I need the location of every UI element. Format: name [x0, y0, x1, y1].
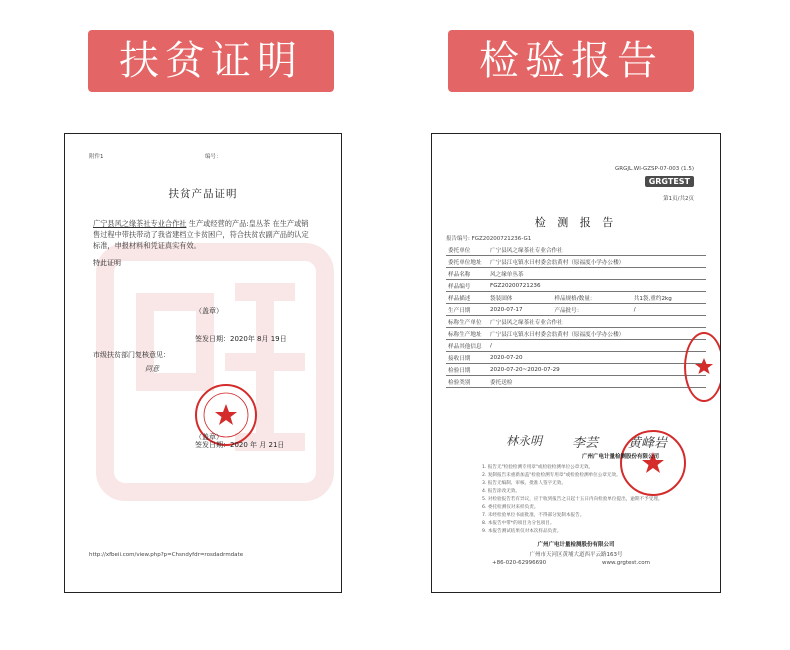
report-info-table	[446, 244, 706, 388]
report-row-key: 检验类别	[446, 376, 488, 388]
report-note-item: 6. 委托检测仅对来样负责。	[482, 505, 539, 510]
report-note-item: 5. 对检验报告若有异议，应于收到报告之日起十五日内向检验单位提出，逾期不予受理。	[482, 497, 663, 502]
report-row-key: 标称生产单位	[446, 316, 488, 328]
footer-address: 广州市天河区黄埔大道西平云路163号	[529, 552, 623, 558]
report-row-value: 广宁县江屯镇水曰村委会翁黄村（原福度小学办公楼）	[488, 256, 706, 268]
report-row-key: 标称生产地址	[446, 328, 488, 340]
company-name: 广州广电计量检测股份有限公司	[582, 454, 660, 460]
report-row-key: 检验日期	[446, 364, 488, 376]
footer-website: www.grgtest.com	[602, 560, 650, 566]
report-number: 报告编号: FGZ20200721236-G1	[446, 236, 532, 242]
report-row	[446, 340, 706, 352]
report-note-item: 8. 本报告中带*的项目为分包项目。	[482, 521, 555, 526]
banner-inspection-report: 检验报告	[448, 30, 694, 92]
report-row-value-2: /	[632, 304, 706, 316]
report-note-item: 2. 复制报告未重新加盖"检验检测专用章"或检验检测单位公章无效。	[482, 473, 621, 478]
report-row	[446, 244, 706, 256]
report-row-key: 委托单位	[446, 244, 488, 256]
footer-url: http://xfbeii.com/view.php?p=Chsndyfdr=rosdadrmdate	[89, 552, 244, 558]
report-note-item: 1. 报告无"检验检测专用章"或检验检测单位公章无效。	[482, 465, 594, 470]
report-row-value: 2020-07-17	[488, 304, 552, 316]
report-row	[446, 316, 706, 328]
report-row	[446, 376, 706, 388]
report-row	[446, 364, 706, 376]
report-row-value: 2020-07-20~2020-07-29	[488, 364, 706, 376]
report-row-key: 样品名称	[446, 268, 488, 280]
header-attachment: 附件1	[89, 154, 104, 160]
header-number: 编号：	[205, 154, 222, 160]
report-row	[446, 352, 706, 364]
review-label: 市级扶贫部门复核意见：	[93, 351, 170, 359]
report-note-item: 7. 未经检验单位书面批准，不得部分复制本报告。	[482, 513, 585, 518]
report-row-key-2: 产品批号：	[552, 304, 631, 316]
report-row-value: 广宁县江屯镇水曰村委会翁黄村（原福度小学办公楼）	[488, 328, 706, 340]
report-row	[446, 292, 706, 304]
report-row-key: 样品描述	[446, 292, 488, 304]
report-row	[446, 280, 706, 292]
poverty-certificate-document	[64, 133, 342, 593]
report-row-key-2: 样品规格/数量：	[552, 292, 631, 304]
signature-2: 李芸	[572, 436, 599, 451]
report-row-key: 样品编号	[446, 280, 488, 292]
report-row-value: 广宁县风之缘茶社专业合作社	[488, 244, 706, 256]
document-title: 扶贫产品证明	[168, 188, 238, 200]
certificate-text: 生产或经营的产品:皇丛茶 在生产或销售过程中带扶带动了我省建档立卡贫困户，符合扶贫农副产品的认定标准，申报材料和凭证真实有效。	[93, 219, 309, 250]
report-row	[446, 304, 706, 316]
report-row	[446, 268, 706, 280]
doc-code: GRGJL.WI-GZSP-07-003 (1.5)	[615, 166, 694, 172]
report-row-value: /	[488, 340, 706, 352]
watermark-stamp-icon	[85, 242, 342, 512]
report-notes	[482, 464, 692, 536]
report-row-value: 风之缘单丛茶	[488, 268, 706, 280]
certificate-body	[93, 218, 313, 251]
report-row-value: 2020-07-20	[488, 352, 706, 364]
grgtest-logo: GRGTEST	[645, 176, 694, 187]
page-info: 第1页/共2页	[663, 196, 694, 202]
report-note-item: 4. 报告涂改无效。	[482, 489, 521, 494]
report-row-key: 生产日期	[446, 304, 488, 316]
report-row	[446, 328, 706, 340]
report-title: 检 测 报 告	[534, 216, 618, 229]
footer-telephone: +86-020-62996690	[492, 560, 547, 566]
report-row-value: 袋装固体	[488, 292, 552, 304]
signature-3: 黄峰岩	[628, 436, 668, 451]
sign-date-value-2: 2020 年 月 21日	[230, 441, 285, 449]
report-row-key: 委托单位地址	[446, 256, 488, 268]
inspection-report-document	[431, 133, 721, 593]
report-row-value: 广宁县风之缘茶社专业合作社	[488, 316, 706, 328]
sign-date	[195, 334, 287, 344]
report-row-value: 委托送检	[488, 376, 706, 388]
report-row-key: 接收日期	[446, 352, 488, 364]
cooperative-name: 广宁县风之缘茶社专业合作社	[93, 219, 187, 228]
stamp-note: （盖章）	[195, 307, 223, 315]
report-row-key: 样品其他信息	[446, 340, 488, 352]
stamp-note-2: （盖章）	[195, 433, 223, 441]
report-row	[446, 256, 706, 268]
sign-date-label: 签发日期：	[195, 335, 230, 343]
sign-date-2	[195, 440, 284, 450]
side-seal	[684, 332, 721, 402]
review-signature: 同意	[145, 365, 159, 373]
sign-date-value: 2020年 8月 19日	[230, 335, 287, 343]
sign-date-label-2: 签发日期：	[195, 441, 230, 449]
report-row-value: FGZ20200721236	[488, 280, 706, 292]
side-seal-star-icon	[686, 334, 721, 400]
report-note-item: 3. 报告无编制、审核、批准人签字无效。	[482, 481, 566, 486]
banner-poverty-certificate: 扶贫证明	[88, 30, 334, 92]
signature-1: 林永明	[506, 434, 543, 448]
footer-company: 广州广电计量检测股份有限公司	[537, 542, 615, 548]
special-note: 特此证明	[93, 259, 121, 267]
report-note-item: 9. 本报告测试结果仅对本次样品负责。	[482, 529, 562, 534]
report-row-value-2: 共1袋,重约2kg	[632, 292, 706, 304]
